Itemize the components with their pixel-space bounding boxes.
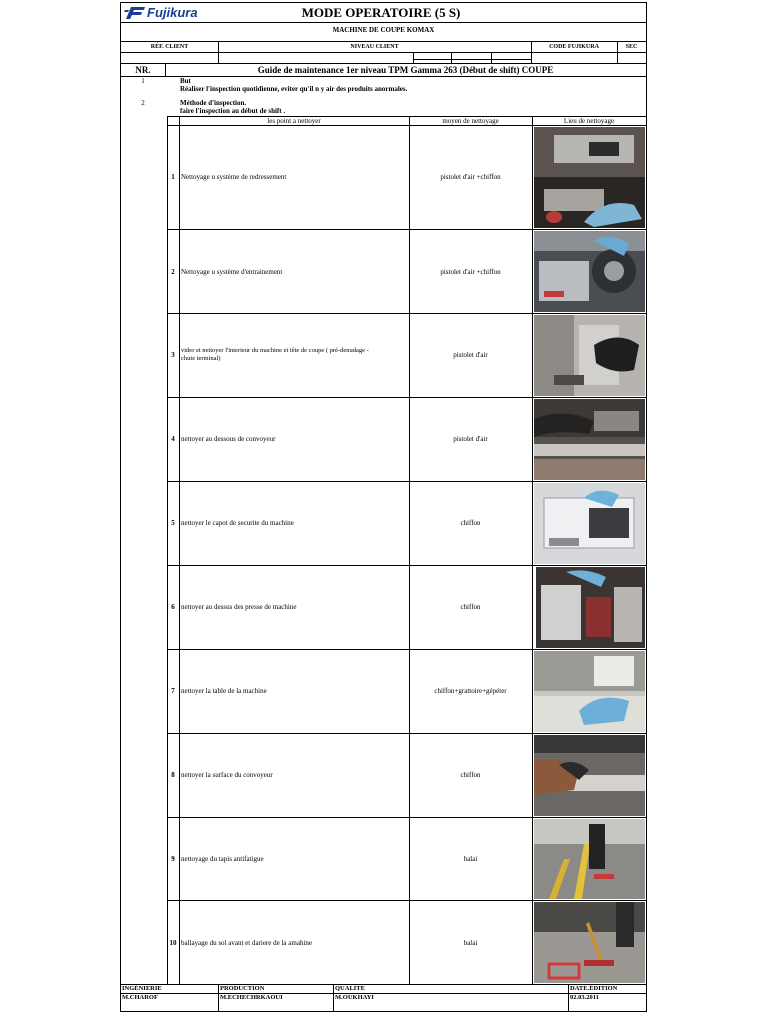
row-moyen: pistolet d'air: [453, 435, 488, 443]
cleaning-photo-antifatigue-mat: [534, 819, 645, 899]
intro-title-1: But: [180, 77, 191, 85]
row-moyen: pistolet d'air: [453, 351, 488, 359]
footer-qualite-label: QUALITE: [335, 985, 365, 992]
cleaning-photo-drive: [534, 231, 645, 312]
row-point: nettoyer le capot de securite du machine: [181, 519, 294, 527]
cleaning-photo-under-conveyor: [534, 399, 645, 480]
intro-nr-1: 1: [141, 77, 145, 85]
row-number: 4: [171, 435, 175, 443]
row-number: 6: [171, 603, 175, 611]
cleaning-photo-conveyor-surface: [534, 735, 645, 816]
guide-title: Guide de maintenance 1er niveau TPM Gamma 263 (Début de shift) COUPE: [257, 65, 554, 75]
col-header-moyen: moyen de nettoyage: [442, 117, 499, 125]
fujikura-logo: [124, 6, 229, 21]
row-number: 5: [171, 519, 175, 527]
row-moyen: balai: [463, 939, 478, 947]
row-moyen: chiffon: [460, 519, 481, 527]
row-number: 3: [171, 351, 175, 359]
row-number: 1: [171, 173, 175, 181]
nr-label: NR.: [135, 65, 151, 75]
row-number: 8: [171, 771, 175, 779]
fujikura-logo-icon: [124, 6, 146, 20]
row-moyen: chiffon+grattoire+gépéter: [434, 687, 507, 695]
row-point: nettoyer au dessous de convoyeur: [181, 435, 276, 443]
row-number: 9: [171, 855, 175, 863]
row-point: Nettoyage u système de redressement: [181, 173, 287, 181]
row-point: Nettoyage u système d'entrainement: [181, 268, 283, 276]
row-point: nettoyer au dessus des presse de machine: [181, 603, 297, 611]
niveau-client-label: NIVEAU CLIENT: [350, 44, 399, 50]
footer-qualite-name: M.OUKHAYI: [335, 994, 374, 1001]
document-sheet: [120, 2, 647, 1012]
row-number: 10: [169, 939, 177, 947]
row-moyen: balai: [463, 855, 478, 863]
document-title: MODE OPERATOIRE (5 S): [301, 5, 461, 20]
ref-client-label: RÉF. CLIENT: [150, 44, 189, 50]
intro-text-2: faire l'inspection au début de shift .: [180, 107, 286, 115]
footer-production-label: PRODUCTION: [220, 985, 265, 992]
code-fujikura-label: CODE FUJIKURA: [549, 44, 599, 50]
row-number: 2: [171, 268, 175, 276]
cleaning-photo-table: [534, 651, 645, 732]
cleaning-photo-safety-cover: [534, 483, 645, 564]
row-point: nettoyage du tapis antifatigue: [181, 855, 264, 863]
sec-label: SEC: [625, 44, 638, 50]
cleaning-photo-cutting-head: [534, 315, 645, 396]
footer-ingenierie-name: M.CHAROF: [122, 994, 158, 1001]
row-moyen: chiffon: [460, 603, 481, 611]
cleaning-photo-presses: [536, 567, 645, 648]
footer-ingenierie-label: INGÉNIERIE: [122, 985, 162, 992]
row-moyen: pistolet d'air +chiffon: [440, 268, 501, 276]
footer-production-name: M.ECHECHRKAOUI: [220, 994, 283, 1001]
row-moyen: chiffon: [460, 771, 481, 779]
footer-date-value: 02.03.2011: [570, 994, 599, 1001]
intro-title-2: Méthode d'inspection.: [180, 99, 247, 107]
intro-text-1: Réaliser l'inspection quotidienne, eviter qu'il n y air des produits anormales.: [180, 85, 408, 93]
col-header-lieu: Lieu de nettoyage: [563, 117, 615, 125]
row-point: nettoyer la surface du convoyeur: [181, 771, 273, 779]
cleaning-photo-straightener: [534, 127, 645, 228]
document-subtitle: MACHINE DE COUPE KOMAX: [332, 26, 435, 34]
row-point: nettoyer la table de la machine: [181, 687, 267, 695]
footer-date-label: DATE.ÉDITION: [570, 985, 618, 992]
row-point-line2: chute terminal): [181, 355, 221, 362]
intro-nr-2: 2: [141, 99, 145, 107]
row-moyen: pistolet d'air +chiffon: [440, 173, 501, 181]
row-number: 7: [171, 687, 175, 695]
col-header-point: les point a nettoyer: [267, 117, 321, 125]
row-point: vider et nettoyer l'interieur du machine et tête de coupe ( pré-denudage -: [181, 347, 369, 354]
logo-text: Fujikura: [147, 5, 198, 20]
cleaning-photo-floor: [534, 902, 645, 983]
row-point: ballayage du sol avant et dariere de la amahine: [181, 939, 312, 947]
